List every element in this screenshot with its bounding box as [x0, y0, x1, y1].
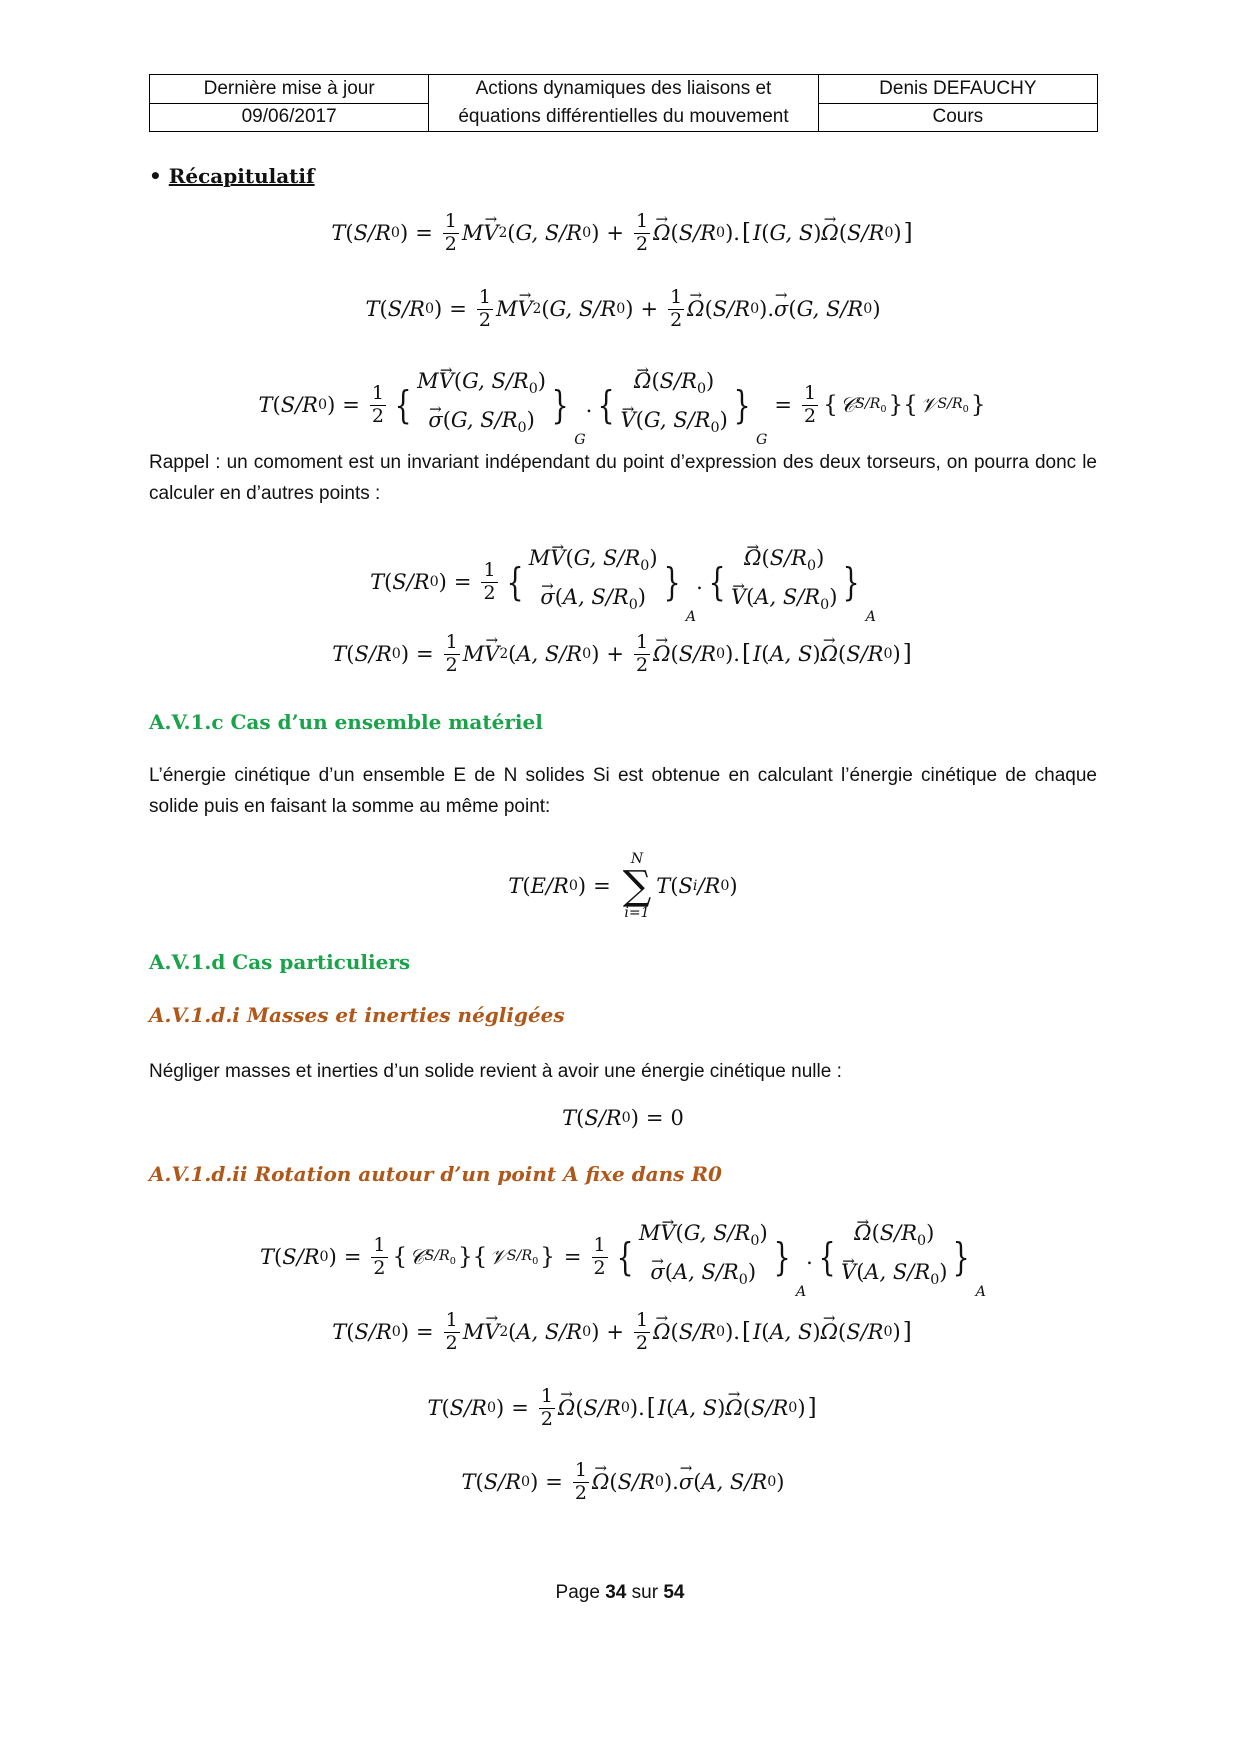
- equation-8: T ( S/R 0 ) = $\frac{1}{2}$ { 𝒞 $S/R_0$ }{ 𝒱 $S/R_0$ } = $\frac{1}{2}$ { M→ V(G, $S/R_0$) → σ(A, $S/R_0$) } A . { → $\Omega(S/R_0)$ → V(A, $S/R_0$) } A: [149, 1218, 1097, 1296]
- bullet: •: [149, 164, 162, 188]
- page-total: 54: [663, 1582, 685, 1603]
- section-heading-d: A.V.1.d Cas particuliers: [149, 950, 411, 974]
- equation-10: T ( S/R 0 ) = $\frac{1}{2}$ → Ω ( S/R 0 ). [ I ( A, S ) → Ω ( S/R 0 ) ]: [149, 1386, 1097, 1431]
- subsection-heading-i: A.V.1.d.i Masses et inerties négligées: [149, 1003, 565, 1027]
- equation-zero: T ( S/R 0 ) = 0: [562, 1106, 684, 1130]
- document-title: Actions dynamiques des liaisons et équations différentielles du mouvement: [429, 75, 818, 132]
- equation-sum: T ( E/R 0 ) = N ∑ i=1 T ( S i /R 0 ): [508, 851, 738, 921]
- equation-5: T ( S/R 0 ) = $\frac{1}{2}$ M → V 2 ( A, S/R 0 ) + $\frac{1}{2}$ → Ω ( S/R 0 ). [ I ( A, S ) → Ω ( S/R 0 ) ]: [149, 632, 1097, 677]
- page-number: 34: [605, 1582, 627, 1603]
- page-footer: Page 34 sur 54: [555, 1582, 685, 1603]
- document-type: Cours: [818, 103, 1097, 132]
- section-heading-c: A.V.1.c Cas d’un ensemble matériel: [149, 710, 543, 734]
- header-table: [149, 74, 1098, 132]
- update-date: 09/06/2017: [150, 103, 429, 132]
- recap-label: Récapitulatif: [168, 164, 315, 188]
- section-c-paragraph: L’énergie cinétique d’un ensemble E de N solides Si est obtenue en calculant l’énergie cinétique de chaque solide puis en faisant la somme au même point:: [149, 765, 1097, 817]
- author-name: Denis DEFAUCHY: [818, 75, 1097, 104]
- subsection-heading-ii: A.V.1.d.ii Rotation autour d’un point A fixe dans R0: [149, 1162, 722, 1186]
- equation-11: T ( S/R 0 ) = $\frac{1}{2}$ → Ω ( S/R 0 ). → σ ( A, S/R 0 ): [149, 1460, 1097, 1505]
- equation-4: T ( S/R 0 ) = $\frac{1}{2}$ { M→ V(G, $S/R_0$) → σ(A, $S/R_0$) } A . { → $\Omega(S/R_0)$ → V(A, $S/R_0$) } A: [149, 543, 1097, 621]
- recap-heading: [149, 164, 315, 188]
- subsection-i-paragraph: Négliger masses et inerties d’un solide revient à avoir une énergie cinétique nulle :: [149, 1061, 842, 1082]
- equation-9: T ( S/R 0 ) = $\frac{1}{2}$ M → V 2 ( A, S/R 0 ) + $\frac{1}{2}$ → Ω ( S/R 0 ). [ I ( A, S ) → Ω ( S/R 0 ) ]: [149, 1310, 1097, 1355]
- equation-1: T ( S/R 0 ) = $\frac{1}{2}$ M → V 2 ( G, S/R 0 ) + $\frac{1}{2}$ → Ω ( S/R 0 ). [ I ( G, S ) → Ω ( S/R 0 ) ]: [149, 211, 1097, 256]
- equation-2: T ( S/R 0 ) = $\frac{1}{2}$ M → V 2 ( G, S/R 0 ) + $\frac{1}{2}$ → Ω ( S/R 0 ). → σ ( G, S/R 0 ): [149, 287, 1097, 332]
- last-update-label: Dernière mise à jour: [150, 75, 429, 104]
- equation-3: T ( S/R 0 ) = $\frac{1}{2}$ { M→ V(G, $S/R_0$) → σ(G, $S/R_0$) } G . { → $\Omega(S/R_0)$ → V(G, $S/R_0$) } G = $\frac{1}{2}$ { 𝒞 $S/R_0$ }{ 𝒱 $S/R_0$ }: [149, 366, 1097, 444]
- rappel-paragraph: Rappel : un comoment est un invariant indépendant du point d’expression des deux torseurs, on pourra donc le calculer en d’autres points :: [149, 452, 1097, 504]
